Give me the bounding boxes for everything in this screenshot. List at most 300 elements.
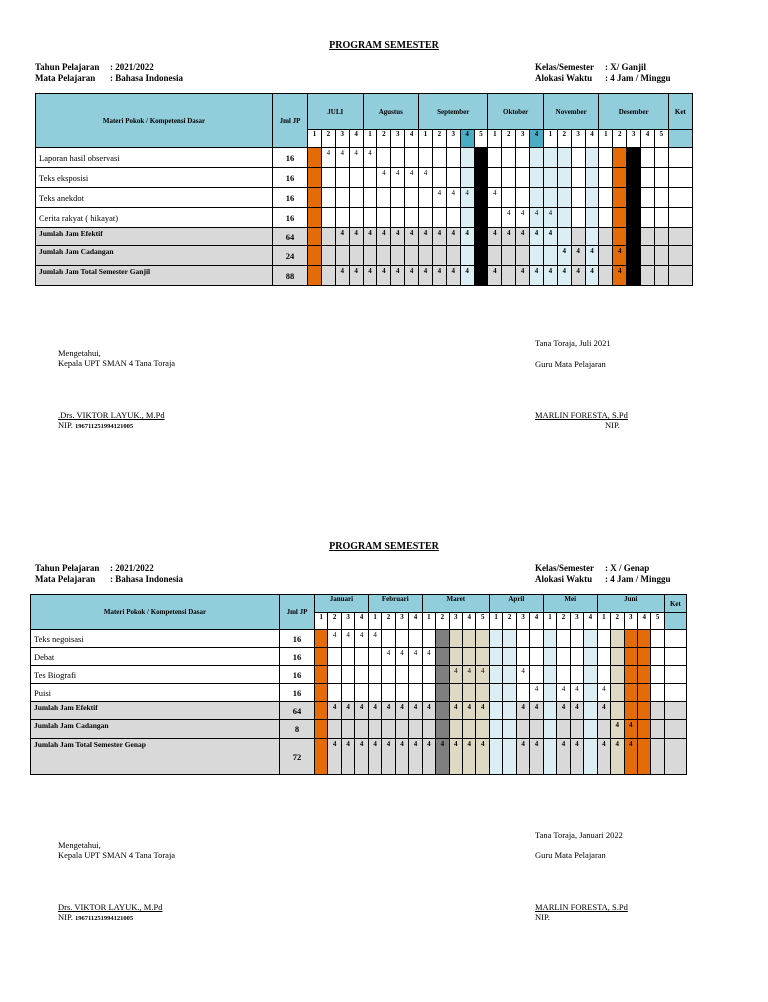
week-cell <box>377 246 391 266</box>
week-cell: 4 <box>543 208 557 228</box>
week-header: 2 <box>502 130 516 148</box>
week-cell <box>363 246 377 266</box>
week-cell <box>308 246 322 266</box>
week-cell: 4 <box>597 739 610 775</box>
week-cell <box>405 208 419 228</box>
ket-cell <box>664 630 686 648</box>
week-cell <box>349 208 363 228</box>
week-cell <box>570 630 583 648</box>
week-cell <box>419 208 433 228</box>
week-cell <box>419 148 433 168</box>
week-cell <box>557 228 571 246</box>
week-cell: 4 <box>405 228 419 246</box>
week-cell: 4 <box>436 739 449 775</box>
ket-cell <box>668 148 692 168</box>
week-header: 1 <box>543 613 556 630</box>
week-cell <box>502 168 516 188</box>
week-cell <box>502 246 516 266</box>
week-header: 2 <box>328 613 341 630</box>
week-cell <box>654 148 668 168</box>
week-cell <box>363 208 377 228</box>
table-row <box>36 148 693 168</box>
week-cell <box>460 168 474 188</box>
week-cell: 4 <box>585 246 599 266</box>
week-cell <box>613 228 627 246</box>
week-header: 3 <box>449 613 462 630</box>
week-cell <box>624 702 637 720</box>
week-cell <box>516 684 529 702</box>
week-cell <box>308 208 322 228</box>
week-header: 3 <box>395 613 408 630</box>
guru-nip-label: NIP. <box>535 912 550 922</box>
week-cell: 4 <box>349 148 363 168</box>
week-header: 1 <box>368 613 381 630</box>
summary-row <box>31 739 687 775</box>
week-cell <box>363 188 377 208</box>
week-cell <box>315 648 328 666</box>
week-cell <box>516 630 529 648</box>
week-cell <box>395 630 408 648</box>
week-cell: 4 <box>363 266 377 286</box>
week-cell: 4 <box>377 266 391 286</box>
materi-cell: Jumlah Jam Total Semester Ganjil <box>36 266 273 286</box>
week-cell <box>599 246 613 266</box>
week-cell <box>637 720 650 739</box>
summary-row <box>31 702 687 720</box>
week-cell: 4 <box>419 168 433 188</box>
week-cell: 4 <box>419 228 433 246</box>
week-cell <box>530 648 543 666</box>
week-cell <box>627 228 641 246</box>
week-cell <box>585 168 599 188</box>
week-cell <box>599 148 613 168</box>
mengetahui-text: Mengetahui, <box>58 840 101 850</box>
week-cell <box>654 168 668 188</box>
week-cell: 4 <box>530 208 544 228</box>
week-header: 1 <box>488 130 502 148</box>
week-cell <box>328 648 341 666</box>
mapel-value: : Bahasa Indonesia <box>110 73 184 83</box>
week-cell <box>321 228 335 246</box>
week-cell <box>321 188 335 208</box>
week-cell: 4 <box>341 702 354 720</box>
week-header: 2 <box>557 130 571 148</box>
week-cell <box>543 168 557 188</box>
week-cell: 4 <box>335 228 349 246</box>
col-jp-header: Jml JP <box>280 595 315 630</box>
sign-place: Tana Toraja, Juli 2021 <box>535 338 611 348</box>
week-cell <box>651 720 664 739</box>
week-header: 1 <box>599 130 613 148</box>
week-cell <box>530 666 543 684</box>
ket-cell <box>668 266 692 286</box>
week-cell <box>489 720 502 739</box>
kelas-label: Kelas/Semester <box>535 563 594 573</box>
tahun-value: : 2021/2022 <box>110 62 154 72</box>
week-cell: 4 <box>543 266 557 286</box>
week-header: 3 <box>571 130 585 148</box>
kepala-sign <box>58 902 162 924</box>
week-cell: 4 <box>391 168 405 188</box>
week-cell <box>557 666 570 684</box>
week-cell: 4 <box>349 228 363 246</box>
week-cell <box>474 228 488 246</box>
week-header: 4 <box>355 613 368 630</box>
week-cell <box>315 630 328 648</box>
week-cell: 4 <box>341 630 354 648</box>
week-header: 2 <box>382 613 395 630</box>
month-header: Agustus <box>363 94 419 130</box>
guru-name: MARLIN FORESTA, S.Pd <box>535 410 628 420</box>
week-cell <box>395 684 408 702</box>
week-cell <box>624 666 637 684</box>
sign-place: Tana Toraja, Januari 2022 <box>535 830 623 840</box>
week-cell <box>654 188 668 208</box>
week-cell <box>611 630 624 648</box>
week-cell <box>584 648 598 666</box>
kepala-name: Drs. VIKTOR LAYUK., M.Pd <box>58 902 163 912</box>
week-cell <box>382 684 395 702</box>
alokasi-value: : 4 Jam / Minggu <box>605 73 671 83</box>
materi-cell: Jumlah Jam Cadangan <box>36 246 273 266</box>
guru-sign <box>535 410 628 430</box>
week-cell <box>432 148 446 168</box>
week-cell <box>571 168 585 188</box>
week-cell: 4 <box>488 228 502 246</box>
week-cell: 4 <box>446 228 460 246</box>
week-cell <box>335 246 349 266</box>
week-cell <box>597 666 610 684</box>
week-cell <box>627 148 641 168</box>
week-cell <box>321 168 335 188</box>
summary-row <box>31 720 687 739</box>
week-cell <box>489 739 502 775</box>
week-header: 2 <box>503 613 516 630</box>
week-cell <box>570 720 583 739</box>
week-cell: 4 <box>363 148 377 168</box>
week-cell <box>613 168 627 188</box>
week-cell: 4 <box>328 630 341 648</box>
week-cell <box>651 739 664 775</box>
ket-cell <box>668 188 692 208</box>
week-cell: 4 <box>328 739 341 775</box>
week-cell <box>637 666 650 684</box>
guru-sign <box>535 902 628 922</box>
week-cell <box>474 208 488 228</box>
tahun-label: Tahun Pelajaran <box>35 563 100 573</box>
week-header: 4 <box>349 130 363 148</box>
week-cell: 4 <box>355 630 368 648</box>
week-cell <box>460 208 474 228</box>
mapel-label: Mata Pelajaran <box>35 574 96 584</box>
week-cell: 4 <box>391 228 405 246</box>
week-cell <box>335 208 349 228</box>
week-cell: 4 <box>613 266 627 286</box>
week-cell <box>654 228 668 246</box>
week-header: 3 <box>570 613 583 630</box>
week-cell <box>516 246 530 266</box>
week-cell <box>557 148 571 168</box>
week-cell <box>422 720 435 739</box>
week-cell <box>476 648 489 666</box>
week-cell <box>543 684 556 702</box>
week-cell <box>530 630 543 648</box>
week-cell <box>368 648 381 666</box>
week-cell <box>503 666 516 684</box>
week-cell <box>543 148 557 168</box>
week-cell: 4 <box>488 266 502 286</box>
jp-cell: 16 <box>280 666 315 684</box>
alokasi-value: : 4 Jam / Minggu <box>605 574 671 584</box>
week-cell <box>460 148 474 168</box>
month-header: Juni <box>597 595 664 613</box>
week-cell <box>557 188 571 208</box>
week-cell <box>557 648 570 666</box>
week-cell <box>363 168 377 188</box>
week-cell <box>613 148 627 168</box>
table-row <box>31 684 687 702</box>
week-cell <box>637 684 650 702</box>
week-cell: 4 <box>432 188 446 208</box>
program-table <box>35 93 693 286</box>
week-cell <box>543 246 557 266</box>
week-header: 5 <box>651 613 664 630</box>
week-cell <box>516 648 529 666</box>
ket-cell <box>668 228 692 246</box>
week-cell <box>368 666 381 684</box>
week-cell <box>341 666 354 684</box>
week-cell <box>308 188 322 208</box>
week-cell: 4 <box>597 702 610 720</box>
week-cell <box>446 246 460 266</box>
week-cell <box>613 188 627 208</box>
kepala-sign <box>58 410 165 432</box>
mapel-label: Mata Pelajaran <box>35 73 96 83</box>
kepala-title: Kepala UPT SMAN 4 Tana Toraja <box>58 850 176 860</box>
week-cell <box>543 648 556 666</box>
materi-cell: Jumlah Jam Total Semester Genap <box>31 739 280 775</box>
week-cell: 4 <box>463 666 476 684</box>
week-cell <box>391 208 405 228</box>
month-header: JULI <box>308 94 364 130</box>
week-cell: 4 <box>382 739 395 775</box>
week-cell <box>637 648 650 666</box>
week-cell <box>308 168 322 188</box>
week-cell <box>489 702 502 720</box>
week-cell: 4 <box>557 266 571 286</box>
week-header: 4 <box>584 613 598 630</box>
materi-cell: Laporan hasil observasi <box>36 148 273 168</box>
ket-sub-header <box>664 613 686 630</box>
week-header: 2 <box>611 613 624 630</box>
week-cell <box>585 148 599 168</box>
page-title: PROGRAM SEMESTER <box>329 40 439 51</box>
week-cell: 4 <box>446 188 460 208</box>
week-cell: 4 <box>627 266 641 286</box>
materi-cell: Jumlah Jam Efektif <box>31 702 280 720</box>
week-cell: 4 <box>516 228 530 246</box>
week-cell: 4 <box>557 702 570 720</box>
month-header: Mei <box>543 595 597 613</box>
week-cell: 4 <box>530 684 543 702</box>
week-cell: 4 <box>463 739 476 775</box>
mengetahui <box>58 348 175 368</box>
kelas-label: Kelas/Semester <box>535 62 594 72</box>
week-cell <box>382 666 395 684</box>
guru-title: Guru Mata Pelajaran <box>535 850 606 860</box>
materi-cell: Cerita rakyat ( hikayat) <box>36 208 273 228</box>
week-cell <box>449 648 462 666</box>
kelas-value: : X/ Ganjil <box>605 62 647 72</box>
jp-cell: 16 <box>273 208 308 228</box>
week-cell: 4 <box>516 702 529 720</box>
week-cell <box>489 666 502 684</box>
mapel-value: : Bahasa Indonesia <box>110 574 184 584</box>
week-cell <box>405 246 419 266</box>
week-cell <box>597 720 610 739</box>
week-cell <box>355 666 368 684</box>
summary-row <box>36 246 693 266</box>
week-cell <box>328 684 341 702</box>
week-cell: 4 <box>543 228 557 246</box>
ket-cell <box>664 720 686 739</box>
week-cell <box>463 648 476 666</box>
week-header: 1 <box>543 130 557 148</box>
week-cell <box>489 684 502 702</box>
week-header: 1 <box>597 613 610 630</box>
week-cell <box>557 630 570 648</box>
week-cell: 4 <box>624 720 637 739</box>
table-row <box>31 630 687 648</box>
week-cell <box>597 630 610 648</box>
week-cell <box>405 148 419 168</box>
month-header: Januari <box>315 595 369 613</box>
week-cell: 4 <box>355 739 368 775</box>
week-cell <box>422 666 435 684</box>
month-header: September <box>419 94 488 130</box>
week-cell <box>641 246 655 266</box>
jp-cell: 16 <box>273 148 308 168</box>
week-cell <box>395 666 408 684</box>
tahun-label: Tahun Pelajaran <box>35 62 100 72</box>
week-cell: 4 <box>335 148 349 168</box>
week-cell <box>460 246 474 266</box>
week-cell <box>315 739 328 775</box>
week-cell: 4 <box>488 188 502 208</box>
week-cell <box>436 648 449 666</box>
jp-cell: 16 <box>273 168 308 188</box>
week-cell <box>571 228 585 246</box>
week-cell <box>503 702 516 720</box>
week-header: 4 <box>585 130 599 148</box>
week-cell <box>489 648 502 666</box>
week-header: 5 <box>474 130 488 148</box>
week-cell <box>570 648 583 666</box>
week-header: 3 <box>627 130 641 148</box>
week-header: 5 <box>476 613 489 630</box>
week-cell <box>503 720 516 739</box>
week-cell <box>432 168 446 188</box>
week-cell: 4 <box>530 228 544 246</box>
week-header: 2 <box>436 613 449 630</box>
week-cell: 4 <box>627 246 641 266</box>
week-cell <box>382 630 395 648</box>
week-cell <box>530 168 544 188</box>
week-cell: 4 <box>557 684 570 702</box>
week-cell <box>476 684 489 702</box>
week-cell: 4 <box>530 702 543 720</box>
week-cell <box>599 168 613 188</box>
week-cell: 4 <box>624 739 637 775</box>
week-cell <box>557 208 571 228</box>
week-cell: 4 <box>355 702 368 720</box>
week-cell: 4 <box>349 266 363 286</box>
week-cell <box>651 648 664 666</box>
week-cell <box>341 684 354 702</box>
week-cell <box>503 630 516 648</box>
week-cell <box>584 666 598 684</box>
month-header: Oktober <box>488 94 544 130</box>
week-header: 2 <box>432 130 446 148</box>
week-cell: 4 <box>368 702 381 720</box>
ket-sub-header <box>668 130 692 148</box>
week-cell <box>476 720 489 739</box>
week-cell <box>611 684 624 702</box>
week-cell: 4 <box>405 266 419 286</box>
jp-cell: 8 <box>280 720 315 739</box>
week-cell: 4 <box>460 188 474 208</box>
week-cell: 4 <box>516 739 529 775</box>
week-cell <box>543 666 556 684</box>
week-cell <box>436 702 449 720</box>
table-row <box>31 666 687 684</box>
week-cell: 4 <box>377 168 391 188</box>
ket-cell <box>664 684 686 702</box>
week-cell <box>449 630 462 648</box>
week-cell <box>432 208 446 228</box>
week-cell <box>571 148 585 168</box>
week-cell: 4 <box>405 168 419 188</box>
week-cell <box>335 188 349 208</box>
week-cell <box>446 148 460 168</box>
week-cell: 4 <box>476 739 489 775</box>
week-cell: 4 <box>391 266 405 286</box>
jp-cell: 24 <box>273 246 308 266</box>
week-header: 3 <box>516 130 530 148</box>
week-cell <box>624 684 637 702</box>
week-header: 4 <box>637 613 650 630</box>
week-cell: 4 <box>395 739 408 775</box>
week-cell <box>405 188 419 208</box>
week-cell <box>368 720 381 739</box>
week-cell <box>530 720 543 739</box>
week-cell <box>530 188 544 208</box>
meta-left <box>35 62 183 84</box>
week-cell <box>570 666 583 684</box>
week-cell <box>341 648 354 666</box>
week-cell: 4 <box>597 684 610 702</box>
week-cell <box>391 246 405 266</box>
week-cell <box>409 720 422 739</box>
week-cell <box>341 720 354 739</box>
week-cell: 4 <box>449 666 462 684</box>
week-cell <box>488 208 502 228</box>
week-cell <box>584 739 598 775</box>
week-cell <box>409 630 422 648</box>
week-cell <box>308 148 322 168</box>
week-header: 2 <box>321 130 335 148</box>
table-row <box>31 648 687 666</box>
